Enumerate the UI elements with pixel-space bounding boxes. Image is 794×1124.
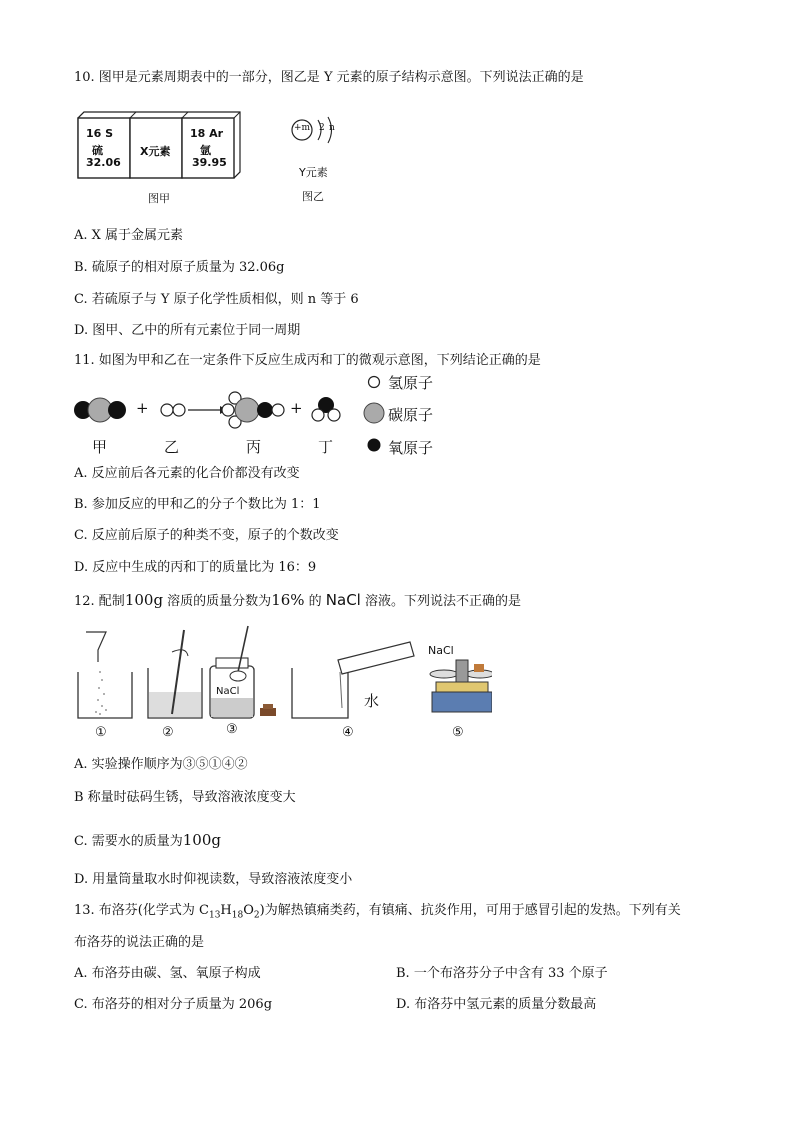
q12-option-a: A. 实验操作顺序为③⑤①④② xyxy=(74,757,248,772)
atom-label: Y元素 xyxy=(299,166,328,179)
cell-ar-name: 氩 xyxy=(200,144,211,157)
q12-option-b: B 称量时砝码生锈，导致溶液浓度变大 xyxy=(74,790,296,805)
cell-s-name: 硫 xyxy=(92,144,103,157)
atom-nucleus: +m xyxy=(294,123,311,133)
figure-b-caption: 图乙 xyxy=(302,190,324,203)
q10-stem: 10. 图甲是元素周期表中的一部分，图乙是 Y 元素的原子结构示意图。下列说法正确的是 xyxy=(74,70,584,85)
q13-stem-line2: 布洛芬的说法正确的是 xyxy=(74,935,205,950)
lab-steps-figure xyxy=(72,622,492,722)
atom-shell2: n xyxy=(329,123,335,133)
label-jia: 甲 xyxy=(92,438,108,456)
cell-s-mass: 32.06 xyxy=(86,156,121,169)
cell-s-num-sym: 16 S xyxy=(86,127,114,140)
q10-option-c: C. 若硫原子与 Y 原子化学性质相似，则 n 等于 6 xyxy=(74,292,359,307)
q12-stem: 12. 配制100g 溶质的质量分数为16% 的 NaCl 溶液。下列说法不正确的是 xyxy=(74,591,521,609)
balance-nacl-label: NaCl xyxy=(428,644,454,657)
label-ding: 丁 xyxy=(318,438,334,456)
q11-option-d: D. 反应中生成的丙和丁的质量比为 16：9 xyxy=(74,560,317,575)
step-label-2: ② xyxy=(162,725,174,740)
q10-option-b: B. 硫原子的相对原子质量为 32.06g xyxy=(74,260,285,275)
step-label-3: ③ xyxy=(226,722,238,737)
q11-option-c: C. 反应前后原子的种类不变，原子的个数改变 xyxy=(74,528,339,543)
legend-hydrogen: 氢原子 xyxy=(388,374,434,392)
atom-shell1: 2 xyxy=(319,123,325,133)
q11-option-a: A. 反应前后各元素的化合价都没有改变 xyxy=(74,466,300,481)
q10-option-d: D. 图甲、乙中的所有元素位于同一周期 xyxy=(74,323,301,338)
q12-option-d: D. 用量筒量取水时仰视读数，导致溶液浓度变小 xyxy=(74,872,353,887)
step-label-4: ④ xyxy=(342,725,354,740)
step-label-5: ⑤ xyxy=(452,725,464,740)
figure-a-caption: 图甲 xyxy=(148,192,170,205)
label-yi: 乙 xyxy=(164,438,180,456)
q13-option-b: B. 一个布洛芬分子中含有 33 个原子 xyxy=(396,966,608,981)
jar-nacl-label: NaCl xyxy=(216,686,240,697)
cell-x-label: X元素 xyxy=(140,145,171,158)
atom-structure-diagram xyxy=(288,114,348,154)
q10-option-a: A. X 属于金属元素 xyxy=(74,228,184,243)
legend-carbon: 碳原子 xyxy=(388,406,434,424)
q11-option-b: B. 参加反应的甲和乙的分子个数比为 1：1 xyxy=(74,497,321,512)
cell-ar-num-sym: 18 Ar xyxy=(190,127,224,140)
q13-option-a: A. 布洛芬由碳、氢、氧原子构成 xyxy=(74,966,261,981)
plus-sign-2: + xyxy=(290,399,303,417)
q13-option-c: C. 布洛芬的相对分子质量为 206g xyxy=(74,997,273,1012)
q13-option-d: D. 布洛芬中氢元素的质量分数最高 xyxy=(396,997,597,1012)
legend-icons xyxy=(362,372,390,458)
step-label-1: ① xyxy=(95,725,107,740)
cell-ar-mass: 39.95 xyxy=(192,156,227,169)
water-label: 水 xyxy=(364,692,380,710)
legend-oxygen: 氧原子 xyxy=(388,439,434,457)
q12-option-c: C. 需要水的质量为100g xyxy=(74,831,221,849)
plus-sign-1: + xyxy=(136,399,149,417)
label-bing: 丙 xyxy=(246,438,262,456)
reaction-diagram xyxy=(70,384,370,434)
q13-stem-line1: 13. 布洛芬(化学式为 $C_{13}H_{18}O_2$)为解热镇痛类药，有镇痛、抗炎作用，可用于感冒引起的发热。下列有关 xyxy=(74,903,681,921)
q11-stem: 11. 如图为甲和乙在一定条件下反应生成丙和丁的微观示意图，下列结论正确的是 xyxy=(74,353,541,368)
